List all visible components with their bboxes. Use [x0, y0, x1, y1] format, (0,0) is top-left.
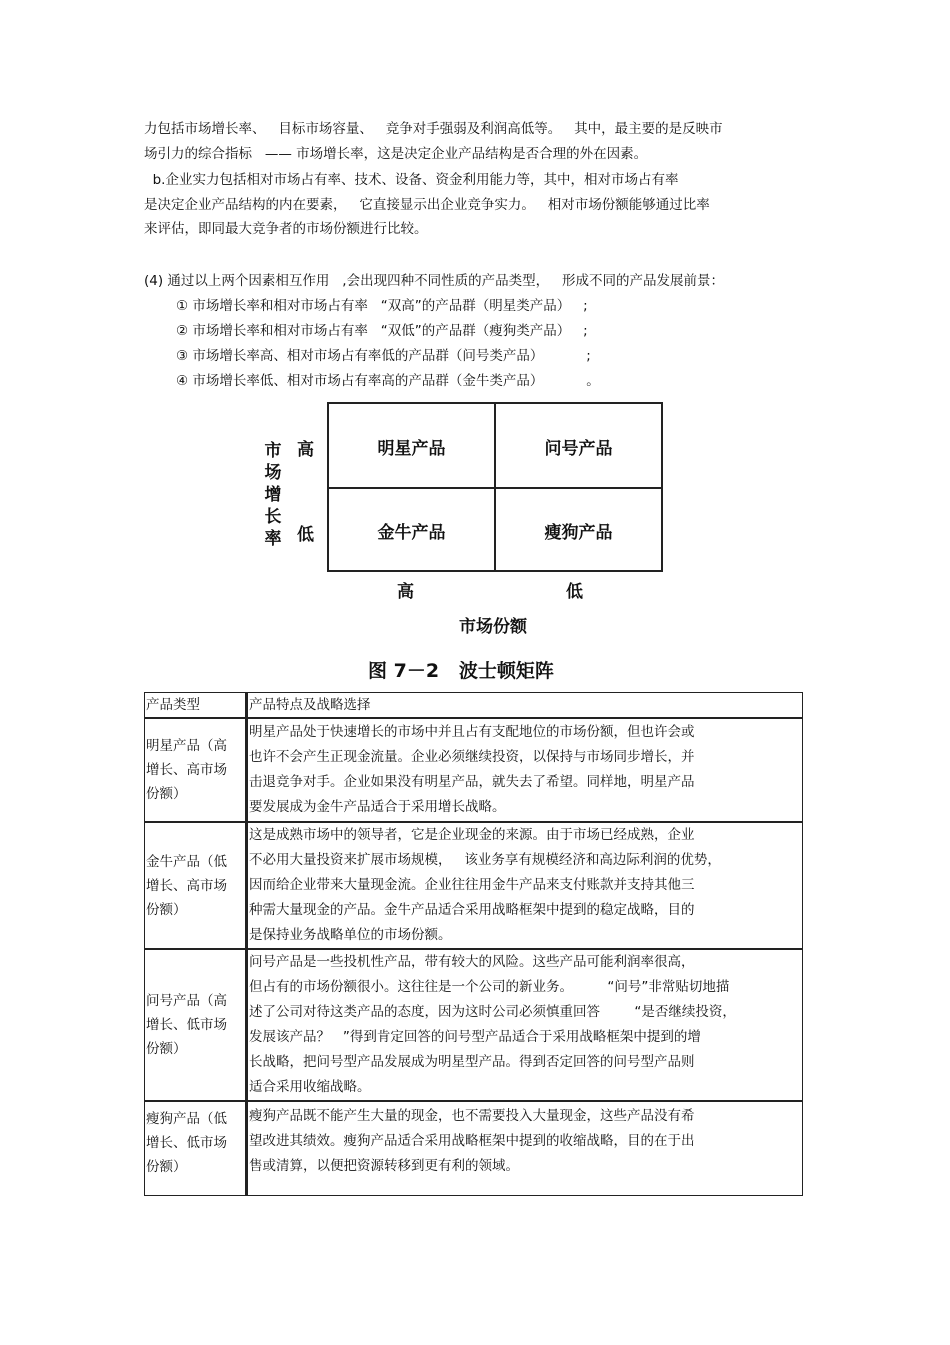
paragraph-2-line-2: 是决定企业产品结构的内在要素， 它直接显示出企业竞争实力。 相对市场份额能够通过比率	[144, 197, 710, 213]
product-desc-cell: 问号产品是一些投机性产品，带有较大的风险。这些产品可能利润率很高， 但占有的市场份额很小。这往往是一个公司的新业务。 “问号”非常贴切地描 述了公司对待这类产品的态度，因为这时公司必须慎重回答 “是否继续投资， 发展该产品？ ”得到肯定回答的问号型产品适合于采用战略框架中提到的增 长战略，把问号型产品发展成为明星型产品。得到否定回答的问号型产品则 适合采用收缩战略。	[247, 949, 803, 1101]
paragraph-1-line-1: 力包括市场增长率、 目标市场容量、 竞争对手强弱及利润高低等。 其中，最主要的是反映市	[144, 121, 723, 137]
bcg-matrix	[327, 402, 663, 572]
y-high-label: 高	[297, 440, 314, 460]
header-product-type: 产品类型	[145, 693, 247, 719]
list-item: ② 市场增长率和相对市场占有率 “双低”的产品群（瘦狗类产品） ;	[176, 323, 588, 339]
x-high-label: 高	[397, 582, 414, 602]
cell-cash-cow: 金牛产品	[377, 523, 446, 543]
table-row	[145, 1101, 803, 1196]
table-header-row	[145, 693, 803, 719]
cell-question: 问号产品	[544, 439, 613, 459]
paragraph-3: (4) 通过以上两个因素相互作用 ,会出现四种不同性质的产品类型， 形成不同的产品发展前景：	[144, 273, 724, 289]
header-feature-strategy: 产品特点及战略选择	[247, 693, 803, 719]
table-row	[145, 822, 803, 949]
matrix-divider-horizontal	[329, 487, 661, 489]
paragraph-2-line-3: 来评估，即同最大竞争者的市场份额进行比较。	[144, 221, 428, 237]
table-row	[145, 949, 803, 1101]
cell-star: 明星产品	[377, 439, 446, 459]
x-low-label: 低	[566, 582, 583, 602]
product-type-cell: 明星产品（高 增长、高市场 份额）	[145, 718, 247, 822]
y-axis-label: 市 场 增 长 率	[264, 441, 282, 549]
table-row	[145, 718, 803, 822]
product-type-cell: 瘦狗产品（低 增长、低市场 份额）	[145, 1101, 247, 1196]
list-item: ① 市场增长率和相对市场占有率 “双高”的产品群（明星类产品） ;	[176, 298, 588, 314]
x-axis-label: 市场份额	[459, 617, 527, 637]
paragraph-2-line-1: b.企业实力包括相对市场占有率、技术、设备、资金利用能力等，其中，相对市场占有率	[144, 172, 679, 188]
strategy-table	[144, 692, 803, 1196]
list-item: ③ 市场增长率高、相对市场占有率低的产品群（问号类产品） ;	[176, 348, 591, 364]
figure-caption: 图 7－2 波士顿矩阵	[368, 660, 554, 682]
paragraph-1-line-2: 场引力的综合指标 —— 市场增长率，这是决定企业产品结构是否合理的外在因素。	[144, 146, 648, 162]
product-desc-cell: 明星产品处于快速增长的市场中并且占有支配地位的市场份额，但也许会或 也许不会产生正现金流量。企业必须继续投资，以保持与市场同步增长，并 击退竞争对手。企业如果没有明星产品，就失去了希望。同样地，明星产品 要发展成为金牛产品适合于采用增长战略。	[247, 718, 803, 822]
product-type-cell: 金牛产品（低 增长、高市场 份额）	[145, 822, 247, 949]
y-low-label: 低	[297, 525, 314, 545]
product-type-cell: 问号产品（高 增长、低市场 份额）	[145, 949, 247, 1101]
cell-dog: 瘦狗产品	[544, 523, 613, 543]
product-desc-cell: 瘦狗产品既不能产生大量的现金，也不需要投入大量现金，这些产品没有希 望改进其绩效。瘦狗产品适合采用战略框架中提到的收缩战略，目的在于出 售或清算，以便把资源转移到更有利的领域。	[247, 1101, 803, 1196]
product-desc-cell: 这是成熟市场中的领导者，它是企业现金的来源。由于市场已经成熟，企业 不必用大量投资来扩展市场规模， 该业务享有规模经济和高边际利润的优势， 因而给企业带来大量现金流。企业往往用金牛产品来支付账款并支持其他三 种需大量现金的产品。金牛产品适合采用战略框架中提到的稳定战略，目的 是保持业务战略单位的市场份额。	[247, 822, 803, 949]
list-item: ④ 市场增长率低、相对市场占有率高的产品群（金牛类产品） 。	[176, 373, 600, 389]
